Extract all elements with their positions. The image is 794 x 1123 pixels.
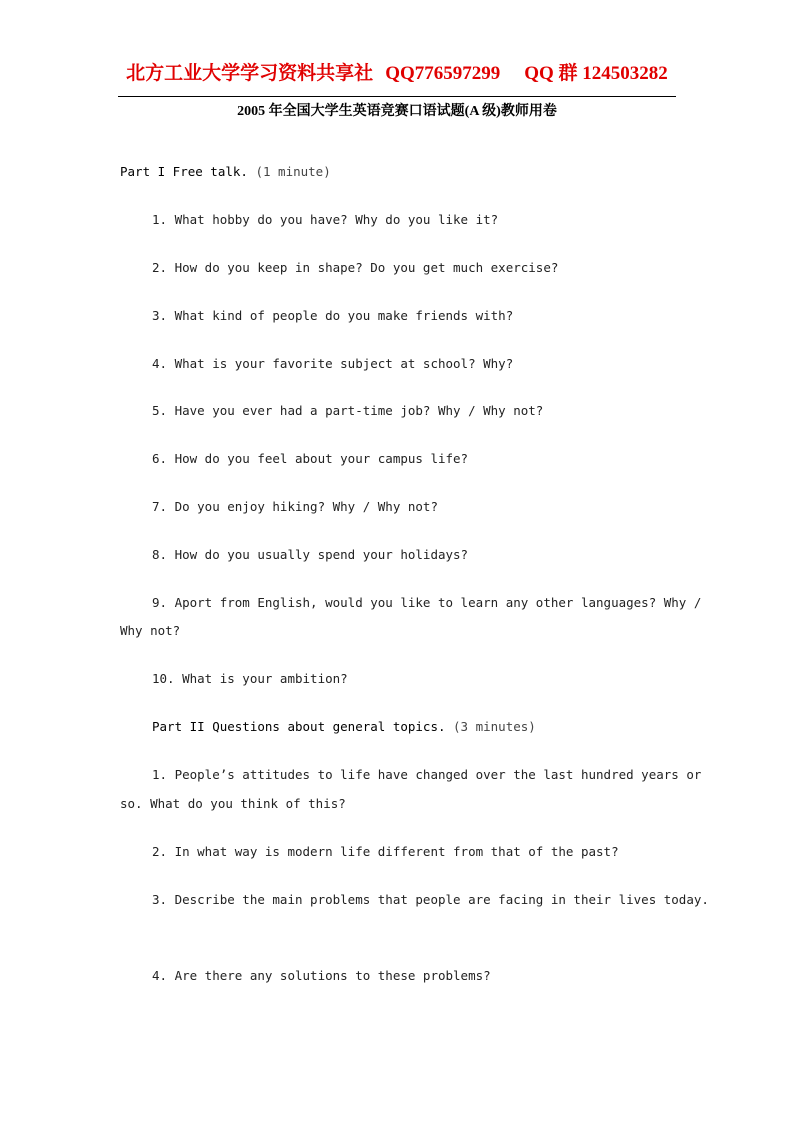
part2-heading <box>152 718 536 736</box>
banner-qq-group: QQ 群 124503282 <box>524 63 668 84</box>
part1-question: 10. What is your ambition? <box>152 671 348 686</box>
part2-question: 3. Describe the main problems that people are facing in their lives today. <box>152 892 709 907</box>
part1-heading-note: (1 minute) <box>255 164 331 179</box>
part1-heading-text: Part I Free talk. <box>120 164 248 179</box>
part2-question: 4. Are there any solutions to these problems? <box>152 968 491 983</box>
part1-question: 3. What kind of people do you make friends with? <box>152 308 514 323</box>
part1-heading <box>120 163 331 181</box>
document-title: 2005 年全国大学生英语竞赛口语试题(A 级)教师用卷 <box>237 104 557 119</box>
part2-question: 2. In what way is modern life different from that of the past? <box>152 844 619 859</box>
part2-heading-note: (3 minutes) <box>453 719 536 734</box>
part1-question: 9. Aport from English, would you like to learn any other languages? Why / <box>152 595 702 610</box>
part2-question: 1. People’s attitudes to life have changed over the last hundred years or <box>152 767 702 782</box>
part1-question: 7. Do you enjoy hiking? Why / Why not? <box>152 499 438 514</box>
header-banner <box>0 58 794 85</box>
part1-question: 8. How do you usually spend your holidays? <box>152 547 469 562</box>
part1-question-continuation: Why not? <box>120 623 181 638</box>
banner-qq: QQ776597299 <box>385 63 501 84</box>
part2-heading-text: Part II Questions about general topics. <box>152 719 446 734</box>
part1-question: 6. How do you feel about your campus life? <box>152 451 469 466</box>
part1-question: 1. What hobby do you have? Why do you like it? <box>152 212 499 227</box>
part1-question: 5. Have you ever had a part-time job? Why / Why not? <box>152 403 544 418</box>
banner-org-name: 北方工业大学学习资料共享社 <box>126 63 374 84</box>
part1-question: 2. How do you keep in shape? Do you get much exercise? <box>152 260 559 275</box>
part2-question-continuation: so. What do you think of this? <box>120 796 346 811</box>
part1-question: 4. What is your favorite subject at school? Why? <box>152 356 514 371</box>
header-divider <box>118 96 676 97</box>
